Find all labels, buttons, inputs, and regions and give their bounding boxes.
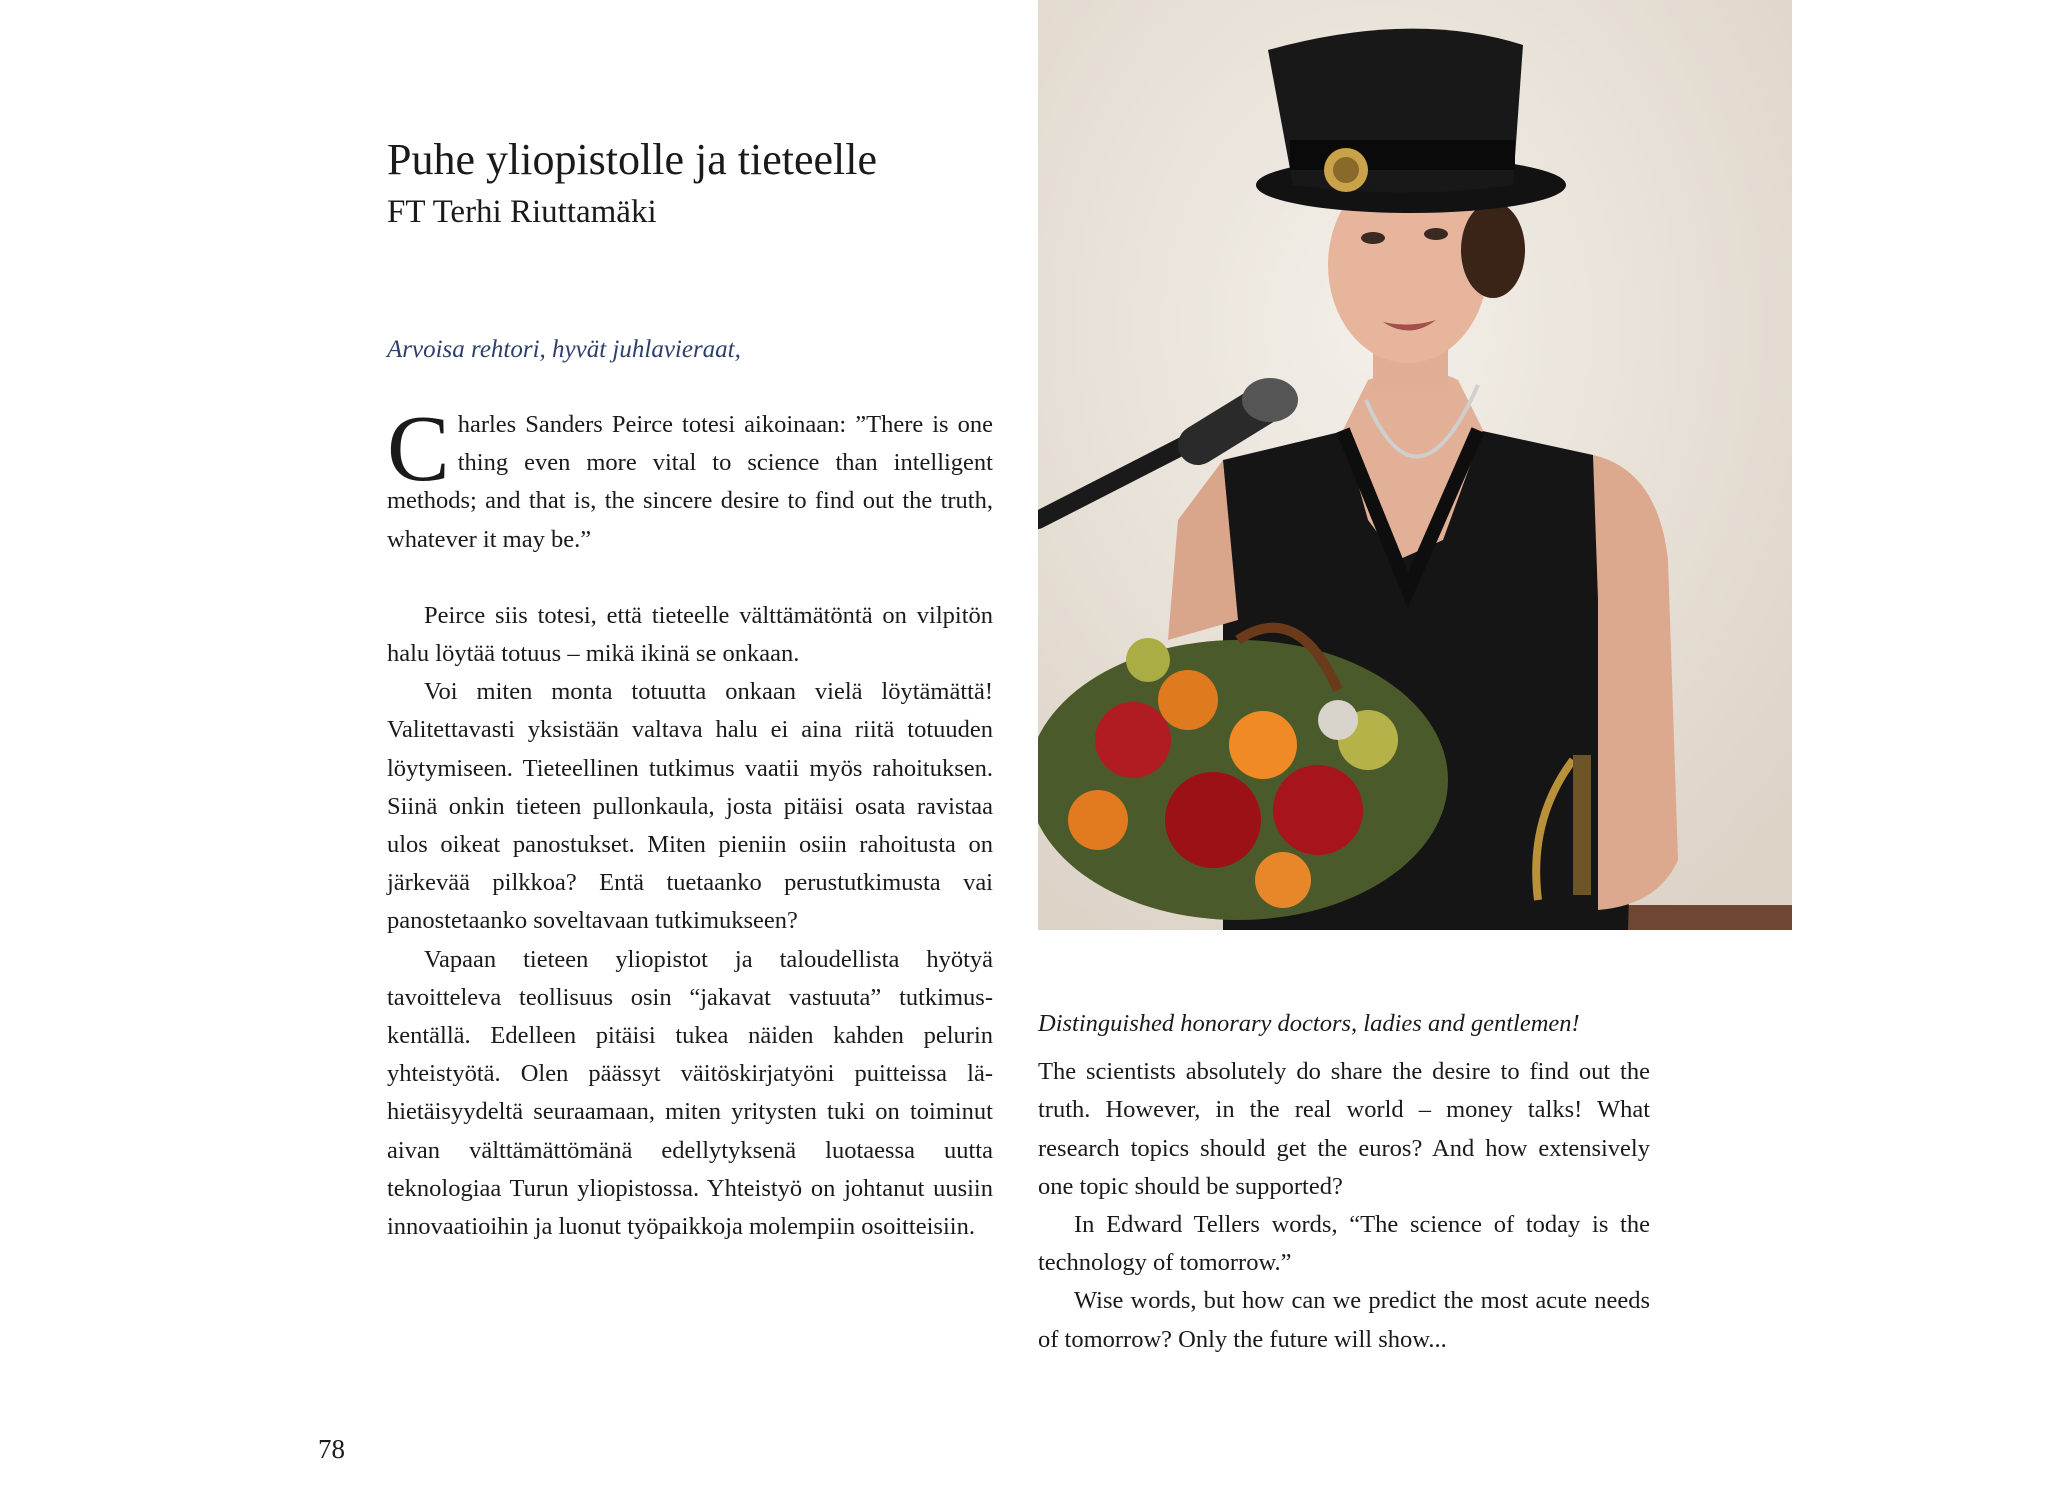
speech-paragraph-3: Voi miten monta totuutta onkaan vielä löytämättä! Valitettavasti yksistään valtava halu ei aina riitä totuuden löytymiseen. Tieteellinen tutkimus vaatii myös rahoituksen. Siinä onkin tieteen pullonkaula, josta pitäisi osata ravistaa ulos oikeat panostukset. Miten pieniin osiin rahoitusta on järkevää pilkkoa? Entä tuetaanko perustutkimusta vai panostetaanko soveltavaan tutkimukseen? xyxy=(387,678,993,935)
finnish-salutation: Arvoisa rehtori, hyvät juhlavieraat, xyxy=(387,336,741,363)
speaker-illustration xyxy=(1038,0,1792,930)
finnish-speech-column xyxy=(387,397,993,1246)
speech-paragraph-2: Peirce siis totesi, että tieteelle välttämätöntä on vilpitön halu löytää totuus – mikä ikinä se onkaan. xyxy=(387,601,993,668)
english-paragraph-1: The scientists absolutely do share the desire to find out the truth. However, in the real world – money talks! What research topics should get the euros? And how extensively one topic should be supported? xyxy=(1038,1058,1650,1200)
speech-paragraph-1 xyxy=(387,397,993,559)
english-paragraph-3: Wise words, but how can we predict the most acute needs of tomorrow? Only the future will show... xyxy=(1038,1287,1650,1353)
page-number: 78 xyxy=(318,1434,345,1464)
drop-cap: C xyxy=(387,397,450,501)
paragraph-1-text: harles Sanders Peirce totesi aikoinaan: ”There is one thing even more vital to science than intelligent methods; and that is, the sincere desire to find out the truth, whatever it may be.” xyxy=(387,411,993,553)
speaker-portrait-photo xyxy=(1038,0,1792,930)
english-speech-column xyxy=(1038,1005,1650,1359)
article-author: FT Terhi Riuttamäki xyxy=(387,194,657,230)
english-salutation: Distinguished honorary doctors, ladies and gentlemen! xyxy=(1038,1010,1580,1037)
article-title: Puhe yliopistolle ja tieteelle xyxy=(387,135,877,184)
english-paragraph-2: In Edward Tellers words, “The science of today is the technology of tomorrow.” xyxy=(1038,1211,1650,1277)
speech-paragraph-4: Vapaan tieteen yliopistot ja taloudellista hyötyä tavoitteleva teollisuus osin “jakavat vastuuta” tutkimuskentällä. Edelleen pitäisi tukea näiden kahden pelurin yhteistyötä. Olen päässyt väitöskirjatyöni puitteissa lähietäisyydeltä seuraamaan, miten yritysten tuki on toiminut aivan välttämättömänä edellytyksenä luotaessa uutta teknologiaa Turun yliopistossa. Yhteistyö on johtanut uusiin innovaatioihin ja luonut työpaikkoja molempiin osoitteisiin. xyxy=(387,945,993,1241)
